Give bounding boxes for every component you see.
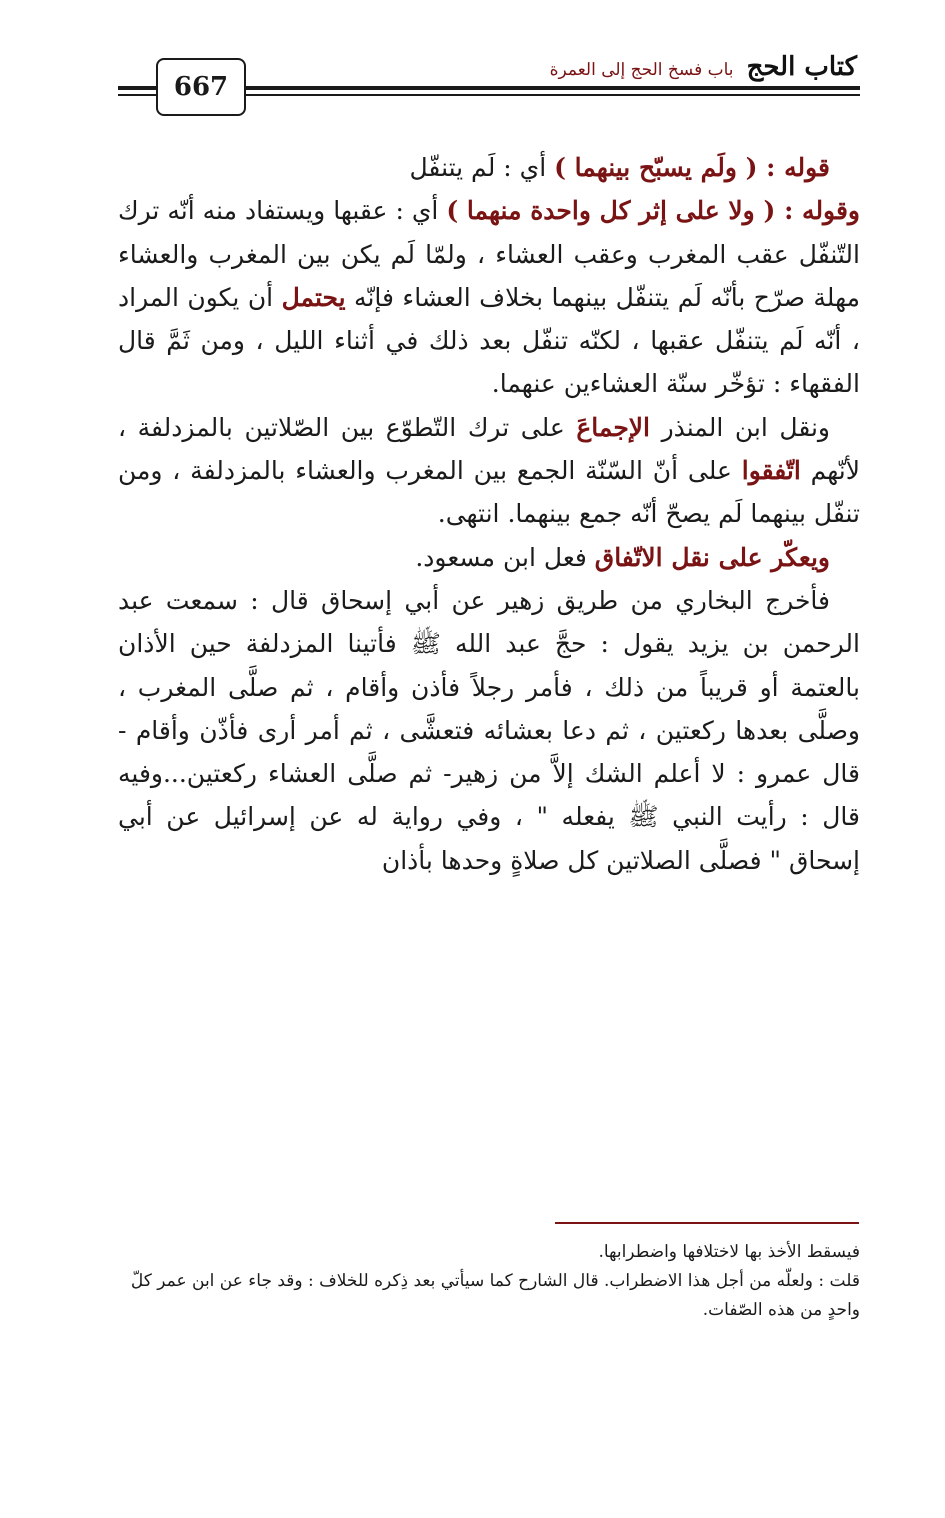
paragraph-text: على ترك التّطوّع بين الصّلاتين بالمزدلفة ، لأنّهم	[118, 412, 860, 486]
paragraph-text: على أنّ السّنّة الجمع بين المغرب والعشاء بالمزدلفة ، ومن تنفّل بينهما لَم يصحّ أنّه جمع بينهما. انتهى.	[118, 456, 860, 529]
quote-lead: ويعكّر على نقل الاتّفاق	[594, 542, 830, 572]
keyword: اتّفقوا	[741, 456, 801, 486]
quote-lead: قوله : ( ولَم يسبّح بينهما )	[554, 153, 830, 182]
paragraph-text: أي : عقبها ويستفاد منه أنّه ترك التّنفّل عقب المغرب وعقب العشاء ، ولمّا لَم يكن بين المغرب والعشاء مهلة صرّح بأنّه لَم يتنفّل بينهما بخلاف العشاء فإنّه	[118, 196, 860, 312]
paragraph-3	[118, 406, 860, 536]
page-number-box	[156, 58, 246, 116]
paragraph-2	[118, 189, 860, 405]
main-text	[118, 146, 860, 882]
running-head	[550, 52, 857, 82]
chapter-title: باب فسخ الحج إلى العمرة	[549, 60, 734, 80]
paragraph-5: فأخرج البخاري من طريق زهير عن أبي إسحاق قال : سمعت عبد الرحمن بن يزيد يقول : حجَّ عبد الله ﷺ فأتينا المزدلفة حين الأذان بالعتمة أو قريباً من ذلك ، فأمر رجلاً فأذن وأقام ، ثم صلَّى المغرب ، وصلَّى بعدها ركعتين ، ثم دعا بعشائه فتعشَّى ، ثم أمر أرى فأذّن وأقام - قال عمرو : لا أعلم الشك إلاَّ من زهير- ثم صلَّى العشاء ركعتين...وفيه قال : رأيت النبي ﷺ يفعله " ، وفي رواية له عن إسرائيل عن أبي إسحاق " فصلَّى الصلاتين كل صلاةٍ وحدها بأذان	[118, 585, 860, 875]
page-number: 667	[173, 72, 229, 102]
page-header	[0, 0, 945, 130]
paragraph-text: ونقل ابن المنذر	[650, 412, 831, 442]
quote-lead: وقوله : ( ولا على إثر كل واحدة منهما )	[446, 196, 860, 226]
keyword: يحتمل	[281, 282, 346, 312]
footnote-separator	[555, 1222, 859, 1224]
footnote-line: قلت : ولعلّه من أجل هذا الاضطراب. قال الشارح كما سيأتي بعد ذِكره للخلاف : وقد جاء عن ابن عمر كلّ واحدٍ من هذه الصّفات.	[130, 1271, 860, 1320]
footnotes	[118, 1238, 860, 1325]
paragraph-text: فعل ابن مسعود.	[415, 542, 595, 572]
paragraph-1	[118, 146, 860, 189]
paragraph-text: أن يكون المراد ، أنّه لَم يتنفّل عقبها ، لكنّه تنفّل بعد ذلك في أثناء الليل ، ومن ثَمَّ قال الفقهاء : تؤخّر سنّة العشاءين عنهما.	[118, 282, 860, 399]
keyword: الإجماعَ	[576, 412, 650, 442]
paragraph-text: أي : لَم يتنفّل	[409, 153, 555, 182]
footnote-line: فيسقط الأخذ بها لاختلافها واضطرابها.	[598, 1242, 860, 1262]
paragraph-4	[118, 536, 860, 579]
book-title: كتاب الحج	[746, 52, 857, 82]
